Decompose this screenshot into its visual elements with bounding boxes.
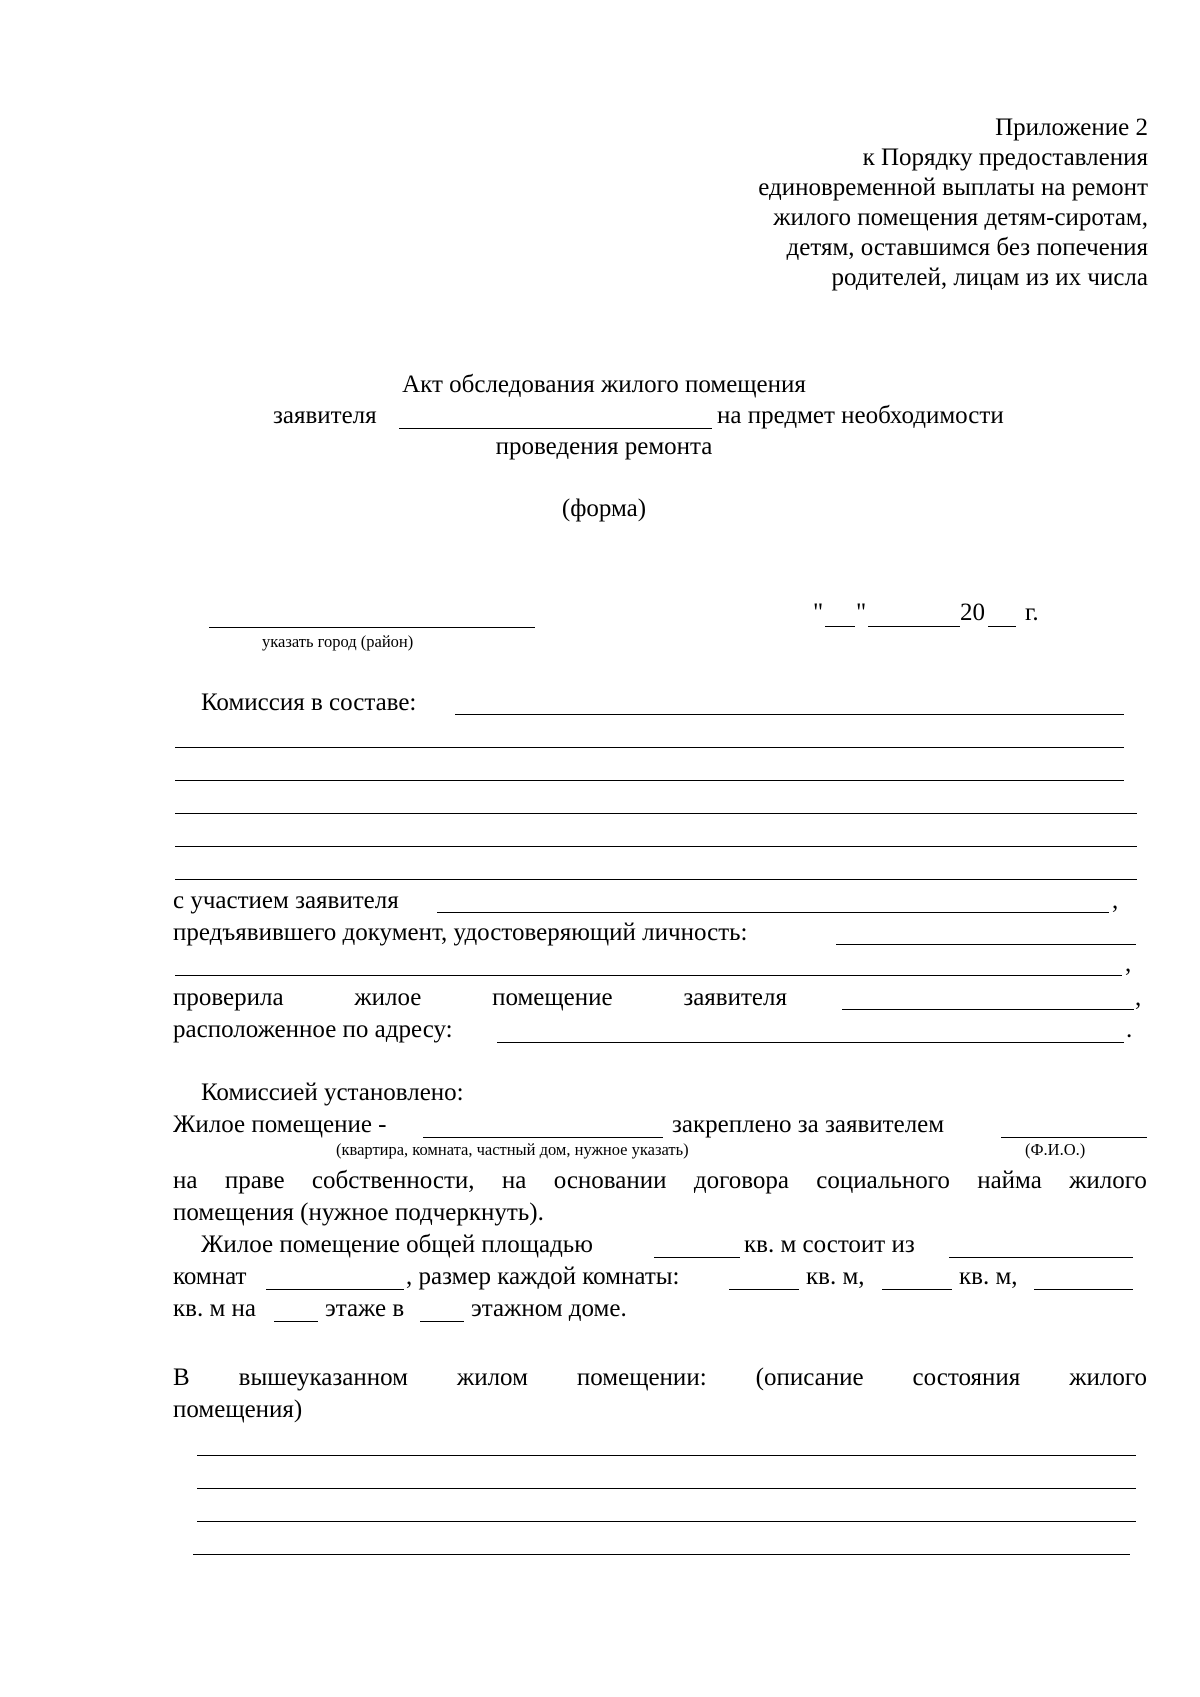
room-size-blank[interactable] bbox=[1034, 1289, 1133, 1290]
rooms-blank[interactable] bbox=[266, 1289, 404, 1290]
right-basis-line: на праве собственности, на основании договора социального найма жилого bbox=[173, 1167, 1147, 1194]
applicant-name-blank[interactable] bbox=[399, 428, 712, 429]
date-month-blank[interactable] bbox=[868, 626, 960, 627]
condition-blank[interactable] bbox=[193, 1554, 1130, 1555]
document-title: Акт обследования жилого помещения bbox=[402, 371, 806, 398]
room-size-blank[interactable] bbox=[729, 1289, 799, 1290]
condition-line2: помещения) bbox=[173, 1396, 303, 1423]
room-size-blank[interactable] bbox=[882, 1289, 952, 1290]
date-year-blank[interactable] bbox=[988, 626, 1016, 627]
area-blank[interactable] bbox=[654, 1257, 740, 1258]
floor-label: этаже в bbox=[325, 1295, 405, 1322]
commission-blank[interactable] bbox=[175, 813, 1137, 814]
fio-hint: (Ф.И.О.) bbox=[1025, 1140, 1086, 1159]
date-year-prefix: 20 bbox=[960, 599, 985, 626]
right-basis-line2: помещения (нужное подчеркнуть). bbox=[173, 1199, 544, 1226]
date-day-blank[interactable] bbox=[825, 626, 855, 627]
title-subject-suffix: на предмет необходимости bbox=[717, 402, 1004, 429]
form-label: (форма) bbox=[561, 495, 647, 522]
area-label: Жилое помещение общей площадью bbox=[201, 1231, 593, 1258]
appendix-line: детям, оставшимся без попечения bbox=[786, 234, 1148, 261]
area-units: кв. м состоит из bbox=[744, 1231, 915, 1258]
document-title-line3: проведения ремонта bbox=[495, 433, 713, 460]
dwelling-label: Жилое помещение - bbox=[173, 1111, 387, 1138]
assigned-person-blank[interactable] bbox=[1001, 1137, 1147, 1138]
condition-line: В вышеуказанном жилом помещении: (описание состояния жилого bbox=[173, 1364, 1147, 1391]
address-label: расположенное по адресу: bbox=[173, 1016, 453, 1043]
city-hint: указать город (район) bbox=[262, 632, 414, 651]
rooms-label: комнат bbox=[173, 1263, 247, 1290]
commission-blank[interactable] bbox=[175, 879, 1137, 880]
building-floors-blank[interactable] bbox=[420, 1321, 464, 1322]
condition-blank[interactable] bbox=[197, 1521, 1136, 1522]
title-applicant-prefix: заявителя bbox=[273, 402, 377, 429]
findings-heading: Комиссией установлено: bbox=[201, 1079, 464, 1106]
appendix-line: единовременной выплаты на ремонт bbox=[758, 174, 1148, 201]
checked-applicant-blank[interactable] bbox=[842, 1009, 1134, 1010]
commission-label: Комиссия в составе: bbox=[201, 689, 417, 716]
building-label: этажном доме. bbox=[471, 1295, 627, 1322]
commission-blank[interactable] bbox=[175, 780, 1124, 781]
commission-blank[interactable] bbox=[455, 714, 1124, 715]
document-label: предъявившего документ, удостоверяющий личность: bbox=[173, 919, 748, 946]
participation-label: с участием заявителя bbox=[173, 887, 399, 914]
appendix-line: Приложение 2 bbox=[995, 114, 1148, 141]
condition-blank[interactable] bbox=[197, 1488, 1136, 1489]
id-document-blank[interactable] bbox=[836, 944, 1136, 945]
appendix-line: к Порядку предоставления bbox=[862, 144, 1148, 171]
dwelling-hint: (квартира, комната, частный дом, нужное указать) bbox=[336, 1140, 689, 1159]
floor-blank[interactable] bbox=[274, 1321, 318, 1322]
dwelling-type-blank[interactable] bbox=[423, 1137, 663, 1138]
rooms-count-blank[interactable] bbox=[949, 1257, 1133, 1258]
address-blank[interactable] bbox=[497, 1042, 1124, 1043]
city-blank[interactable] bbox=[209, 627, 535, 628]
commission-blank[interactable] bbox=[175, 747, 1124, 748]
room-size-label: , размер каждой комнаты: bbox=[406, 1263, 680, 1290]
appendix-line: жилого помещения детям-сиротам, bbox=[773, 204, 1148, 231]
participant-blank[interactable] bbox=[437, 912, 1109, 913]
appendix-line: родителей, лицам из их числа bbox=[831, 264, 1148, 291]
commission-blank[interactable] bbox=[175, 846, 1137, 847]
condition-blank[interactable] bbox=[197, 1455, 1136, 1456]
checked-line: проверила жилое помещение заявителя bbox=[173, 984, 787, 1011]
assigned-label: закреплено за заявителем bbox=[672, 1111, 945, 1138]
id-document-blank[interactable] bbox=[175, 975, 1122, 976]
